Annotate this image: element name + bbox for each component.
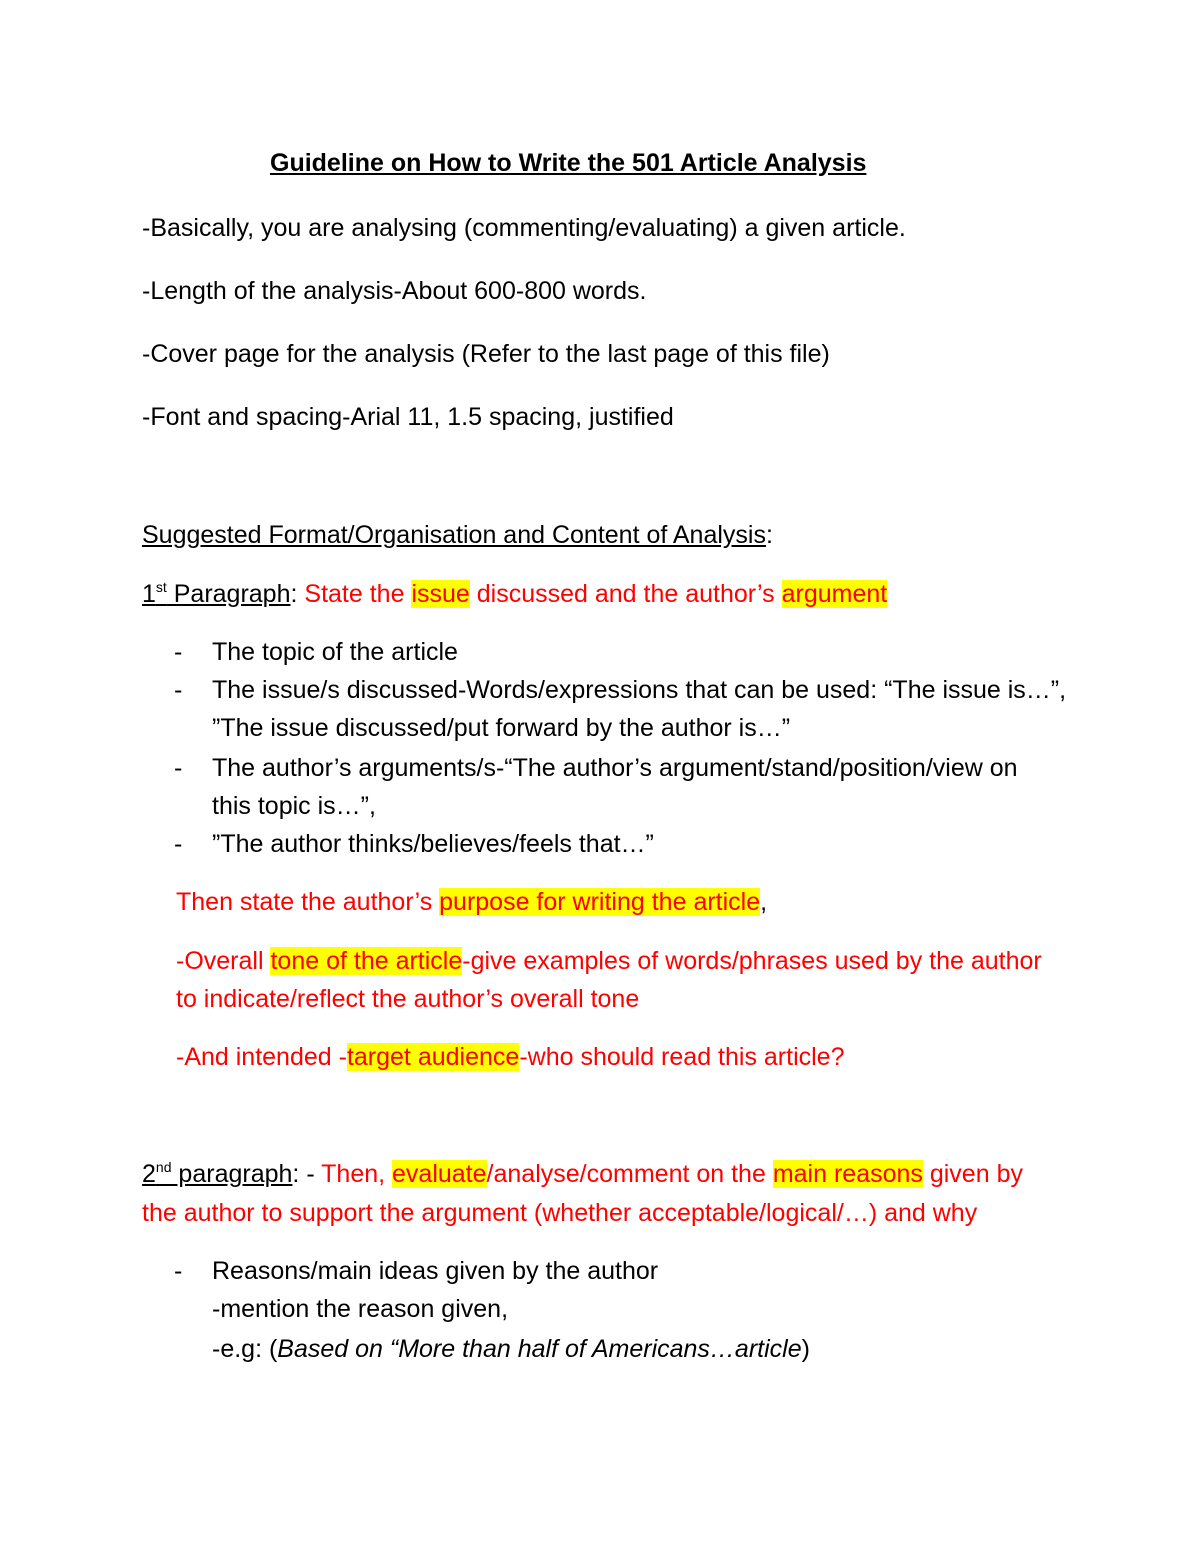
audience-text-b: -who should read this article? (519, 1043, 845, 1071)
bullet-reasons: Reasons/main ideas given by the author (212, 1257, 659, 1285)
bullet-dash: - (174, 754, 183, 782)
highlight-evaluate: evaluate (392, 1160, 487, 1188)
sub-mention-reason: -mention the reason given, (212, 1295, 509, 1323)
paragraph-1-text-a: State the (304, 580, 412, 608)
tone-line-2: to indicate/reflect the author’s overall tone (176, 985, 640, 1013)
purpose-line (176, 886, 767, 918)
bullet-dash: - (174, 676, 183, 704)
paragraph-2-label (142, 1160, 292, 1188)
bullet-argument-line-2: this topic is…”, (212, 792, 376, 820)
highlight-argument: argument (781, 580, 888, 608)
format-heading-line (142, 519, 773, 551)
tone-line-1 (176, 945, 1042, 977)
tone-text-b: -give examples of words/phrases used by the author (462, 947, 1042, 975)
intro-line-3: -Cover page for the analysis (Refer to the last page of this file) (142, 340, 830, 368)
intro-line-4: -Font and spacing-Arial 11, 1.5 spacing, justified (142, 403, 674, 431)
highlight-target-audience: target audience (346, 1043, 520, 1071)
bullet-dash: - (174, 830, 183, 858)
example-line (212, 1333, 810, 1365)
example-text-b: ) (801, 1335, 810, 1363)
paragraph-1-ordinal: st (155, 579, 167, 595)
bullet-issue-line-1: The issue/s discussed-Words/expressions that can be used: “The issue is…”, (212, 676, 1067, 704)
example-text-a: -e.g: ( (212, 1335, 278, 1363)
tone-text-a: -Overall (176, 947, 271, 975)
paragraph-2-colon: : - (292, 1160, 322, 1188)
paragraph-2-word: paragraph (171, 1160, 293, 1188)
format-heading: Suggested Format/Organisation and Content of Analysis (142, 521, 766, 549)
format-heading-colon: : (765, 521, 773, 549)
bullet-issue-line-2: ”The issue discussed/put forward by the author is…” (212, 714, 791, 742)
bullet-dash: - (174, 1257, 183, 1285)
highlight-main-reasons: main reasons (772, 1160, 923, 1188)
example-italic: Based on “More than half of Americans…article (277, 1335, 802, 1363)
highlight-issue: issue (411, 580, 470, 608)
paragraph-2-text-c: given by (922, 1160, 1023, 1188)
paragraph-1-word: Paragraph (166, 580, 291, 608)
audience-line (176, 1041, 844, 1073)
document-title: Guideline on How to Write the 501 Article Analysis (270, 149, 867, 177)
highlight-tone: tone of the article (270, 947, 463, 975)
intro-line-1: -Basically, you are analysing (commenting/evaluating) a given article. (142, 214, 906, 242)
audience-text-a: -And intended - (176, 1043, 347, 1071)
paragraph-1-number: 1 (142, 580, 156, 608)
paragraph-1-heading (142, 578, 887, 610)
bullet-thinks: ”The author thinks/believes/feels that…” (212, 830, 654, 858)
bullet-topic: The topic of the article (212, 638, 458, 666)
paragraph-1-label (142, 580, 291, 608)
highlight-purpose: purpose for writing the article (439, 888, 761, 916)
bullet-argument-line-1: The author’s arguments/s-“The author’s argument/stand/position/view on (212, 754, 1018, 782)
paragraph-2-ordinal: nd (155, 1159, 172, 1175)
paragraph-2-number: 2 (142, 1160, 156, 1188)
intro-line-2: -Length of the analysis-About 600-800 words. (142, 277, 647, 305)
purpose-text: Then state the author’s (176, 888, 440, 916)
paragraph-2-text-a: Then, (321, 1160, 393, 1188)
paragraph-2-line-2: the author to support the argument (whether acceptable/logical/…) and why (142, 1199, 978, 1227)
paragraph-1-colon: : (290, 580, 305, 608)
paragraph-2-heading (142, 1158, 1023, 1190)
paragraph-2-text-b: /analyse/comment on the (486, 1160, 773, 1188)
bullet-dash: - (174, 638, 183, 666)
purpose-comma: , (760, 888, 768, 916)
paragraph-1-text-b: discussed and the author’s (469, 580, 782, 608)
